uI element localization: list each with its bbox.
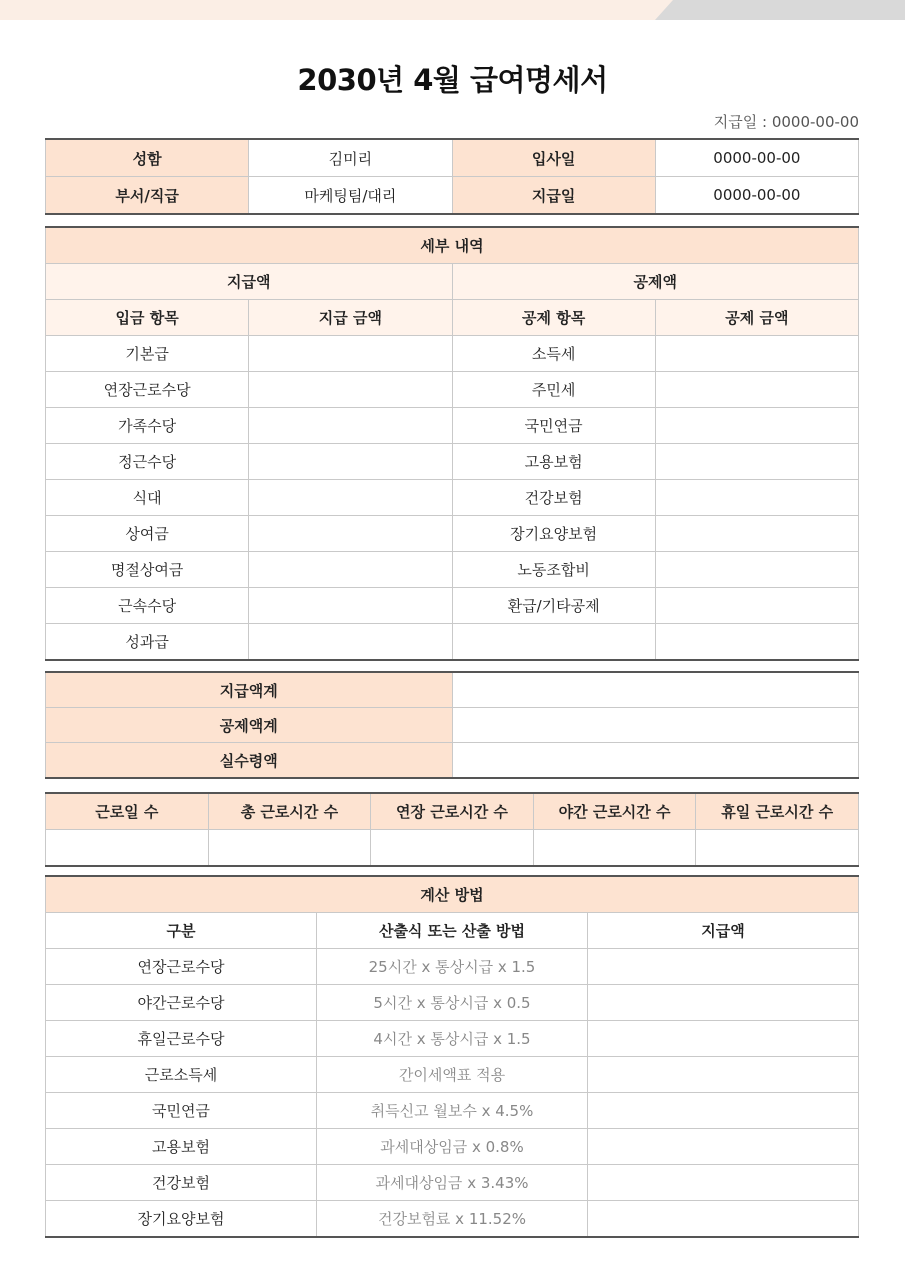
calculation-table [45,875,859,1238]
deduct-amount-cell[interactable] [655,372,858,408]
table-row [46,408,859,444]
detail-section-title: 세부 내역 [46,227,859,264]
pay-item-header: 입금 항목 [46,300,249,336]
amount-header: 지급액 [588,913,859,949]
table-row [46,1129,859,1165]
pay-amount-cell[interactable] [249,552,452,588]
pay-item: 기본급 [46,336,249,372]
dept-label: 부서/직급 [46,177,249,215]
summary-row [46,743,859,779]
summary-row [46,708,859,743]
deduct-amount-cell[interactable] [655,588,858,624]
deduct-item: 국민연금 [452,408,655,444]
deduct-item: 건강보험 [452,480,655,516]
deduct-item: 주민세 [452,372,655,408]
table-row [46,949,859,985]
calc-section-row [46,876,859,913]
overtime-hours-value[interactable] [371,830,534,867]
total-hours-value[interactable] [208,830,371,867]
page-title: 2030년 4월 급여명세서 [297,63,608,97]
hours-value-row [46,830,859,867]
pay-group-header: 지급액 [46,264,453,300]
calc-formula: 25시간 x 통상시급 x 1.5 [317,949,588,985]
work-days-header: 근로일 수 [46,793,209,830]
deduct-item: 환급/기타공제 [452,588,655,624]
detail-group-row [46,264,859,300]
calc-formula: 과세대상임금 x 0.8% [317,1129,588,1165]
night-hours-value[interactable] [533,830,696,867]
table-row [46,1093,859,1129]
deduct-amount-header: 공제 금액 [655,300,858,336]
net-pay-value[interactable] [452,743,859,779]
name-label: 성함 [46,139,249,177]
deduct-amount-cell[interactable] [655,444,858,480]
work-days-value[interactable] [46,830,209,867]
calc-header-row [46,913,859,949]
table-row [46,480,859,516]
deduct-group-header: 공제액 [452,264,859,300]
table-row [46,1057,859,1093]
pay-date-label: 지급일 [452,177,655,215]
pay-item: 성과급 [46,624,249,661]
table-row [46,588,859,624]
pay-amount-cell[interactable] [249,372,452,408]
total-deduct-label: 공제액계 [46,708,453,743]
table-row [46,372,859,408]
pay-amount-cell[interactable] [249,516,452,552]
table-row [46,1165,859,1201]
pay-date-note: 지급일 : 0000-00-00 [713,113,859,131]
calc-amount-cell[interactable] [588,1057,859,1093]
detail-section-row [46,227,859,264]
top-decor-bar-gray [655,0,905,20]
calc-category: 연장근로수당 [46,949,317,985]
calc-category: 휴일근로수당 [46,1021,317,1057]
category-header: 구분 [46,913,317,949]
hire-date-label: 입사일 [452,139,655,177]
pay-item: 상여금 [46,516,249,552]
calc-section-title: 계산 방법 [46,876,859,913]
hours-header-row [46,793,859,830]
deduct-item-header: 공제 항목 [452,300,655,336]
table-row [46,336,859,372]
detail-table [45,226,859,661]
pay-item: 연장근로수당 [46,372,249,408]
dept-value: 마케팅팀/대리 [249,177,452,215]
calc-formula: 취득신고 월보수 x 4.5% [317,1093,588,1129]
deduct-amount-cell[interactable] [655,624,858,661]
calc-category: 건강보험 [46,1165,317,1201]
deduct-amount-cell[interactable] [655,552,858,588]
calc-formula: 건강보험료 x 11.52% [317,1201,588,1238]
calc-category: 근로소득세 [46,1057,317,1093]
calc-category: 야간근로수당 [46,985,317,1021]
deduct-item: 노동조합비 [452,552,655,588]
table-row [46,444,859,480]
calc-amount-cell[interactable] [588,1165,859,1201]
pay-item: 근속수당 [46,588,249,624]
deduct-amount-cell[interactable] [655,516,858,552]
table-row [46,1201,859,1238]
pay-amount-cell[interactable] [249,480,452,516]
holiday-hours-header: 휴일 근로시간 수 [696,793,859,830]
deduct-item [452,624,655,661]
summary-table [45,671,859,779]
total-hours-header: 총 근로시간 수 [208,793,371,830]
pay-amount-cell[interactable] [249,444,452,480]
table-row [46,1021,859,1057]
pay-amount-cell[interactable] [249,408,452,444]
summary-row [46,672,859,708]
deduct-amount-cell[interactable] [655,408,858,444]
calc-amount-cell[interactable] [588,1201,859,1238]
deduct-item: 장기요양보험 [452,516,655,552]
employee-info-table [45,138,859,215]
hire-date-value: 0000-00-00 [655,139,858,177]
calc-amount-cell[interactable] [588,949,859,985]
calc-category: 고용보험 [46,1129,317,1165]
pay-item: 식대 [46,480,249,516]
calc-amount-cell[interactable] [588,985,859,1021]
pay-amount-cell[interactable] [249,624,452,661]
deduct-amount-cell[interactable] [655,336,858,372]
holiday-hours-value[interactable] [696,830,859,867]
info-row [46,139,859,177]
calc-formula: 4시간 x 통상시급 x 1.5 [317,1021,588,1057]
pay-item: 가족수당 [46,408,249,444]
hours-table [45,792,859,867]
table-row [46,624,859,661]
total-deduct-value[interactable] [452,708,859,743]
pay-item: 정근수당 [46,444,249,480]
pay-date-value: 0000-00-00 [655,177,858,215]
total-pay-label: 지급액계 [46,672,453,708]
table-row [46,985,859,1021]
deduct-item: 고용보험 [452,444,655,480]
calc-amount-cell[interactable] [588,1093,859,1129]
calc-category: 장기요양보험 [46,1201,317,1238]
net-pay-label: 실수령액 [46,743,453,779]
table-row [46,516,859,552]
overtime-hours-header: 연장 근로시간 수 [371,793,534,830]
calc-formula: 5시간 x 통상시급 x 0.5 [317,985,588,1021]
night-hours-header: 야간 근로시간 수 [533,793,696,830]
calc-formula: 과세대상임금 x 3.43% [317,1165,588,1201]
pay-amount-cell[interactable] [249,336,452,372]
formula-header: 산출식 또는 산출 방법 [317,913,588,949]
deduct-amount-cell[interactable] [655,480,858,516]
calc-category: 국민연금 [46,1093,317,1129]
calc-amount-cell[interactable] [588,1129,859,1165]
pay-item: 명절상여금 [46,552,249,588]
pay-amount-cell[interactable] [249,588,452,624]
calc-formula: 간이세액표 적용 [317,1057,588,1093]
detail-header-row [46,300,859,336]
total-pay-value[interactable] [452,672,859,708]
table-row [46,552,859,588]
name-value: 김미리 [249,139,452,177]
pay-amount-header: 지급 금액 [249,300,452,336]
info-row [46,177,859,215]
top-decor-bar-peach [0,0,685,20]
deduct-item: 소득세 [452,336,655,372]
calc-amount-cell[interactable] [588,1021,859,1057]
